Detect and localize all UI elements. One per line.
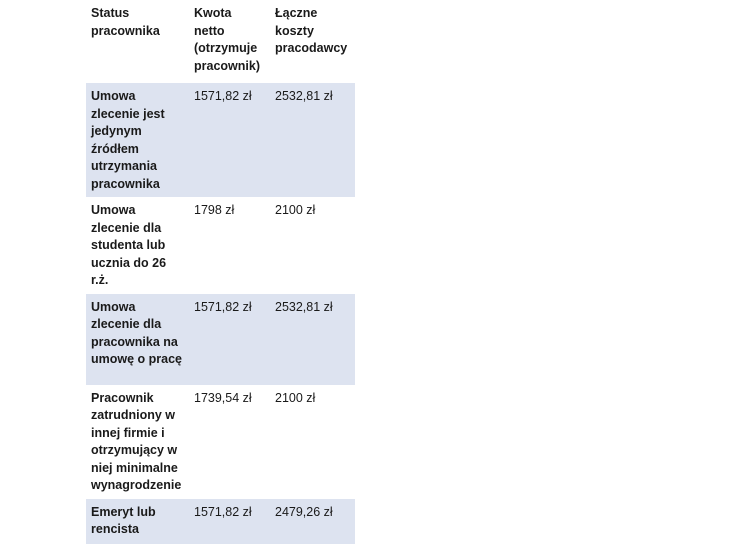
table-row	[86, 83, 355, 197]
employment-costs-table	[86, 0, 355, 544]
cell-status: Pracownik zatrudniony w innej firmie i otrzymujący w niej minimalne wynagrodzenie	[86, 385, 189, 499]
table-header	[86, 0, 355, 83]
table-header-row	[86, 0, 355, 83]
table-container	[86, 0, 355, 544]
cell-netto: 1571,82 zł	[189, 499, 270, 544]
table-row	[86, 197, 355, 294]
column-header-employer-costs: Łączne koszty pracodawcy	[270, 0, 355, 83]
cell-status: Emeryt lub rencista	[86, 499, 189, 544]
column-header-netto: Kwota netto (otrzymuje pracownik)	[189, 0, 270, 83]
cell-status: Umowa zlecenie dla pracownika na umowę o pracę	[86, 294, 189, 385]
cell-employer-costs: 2479,26 zł	[270, 499, 355, 544]
cell-status: Umowa zlecenie dla studenta lub ucznia do 26 r.ż.	[86, 197, 189, 294]
cell-employer-costs: 2100 zł	[270, 197, 355, 294]
table-body	[86, 83, 355, 544]
cell-employer-costs: 2100 zł	[270, 385, 355, 499]
cell-employer-costs: 2532,81 zł	[270, 294, 355, 385]
table-row	[86, 294, 355, 385]
cell-status: Umowa zlecenie jest jedynym źródłem utrzymania pracownika	[86, 83, 189, 197]
column-header-status: Status pracownika	[86, 0, 189, 83]
cell-netto: 1739,54 zł	[189, 385, 270, 499]
cell-employer-costs: 2532,81 zł	[270, 83, 355, 197]
cell-netto: 1571,82 zł	[189, 83, 270, 197]
cell-netto: 1798 zł	[189, 197, 270, 294]
table-row	[86, 385, 355, 499]
table-row	[86, 499, 355, 544]
cell-netto: 1571,82 zł	[189, 294, 270, 385]
